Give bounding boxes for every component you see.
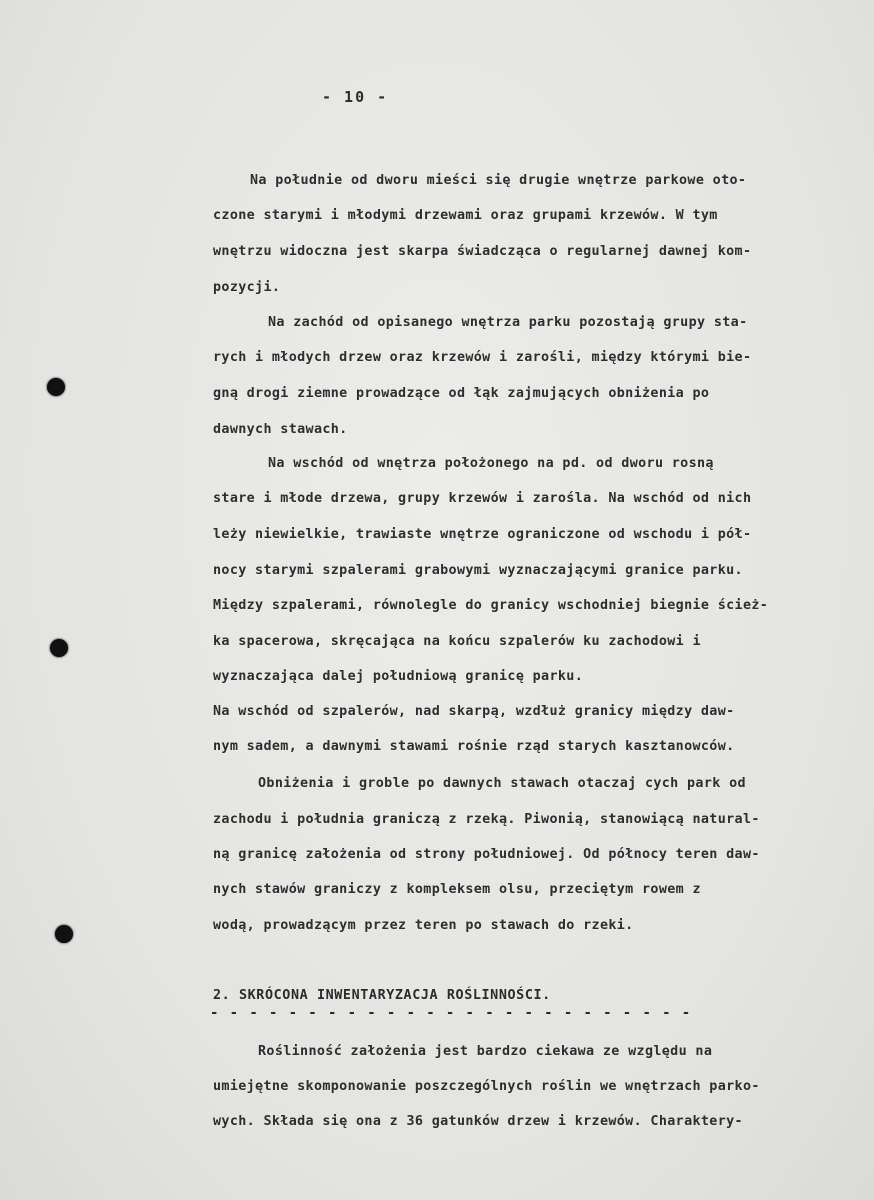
text-line: ną granicę założenia od strony południowej. Od północy teren daw-	[213, 847, 760, 862]
text-line: Na wschód od szpalerów, nad skarpą, wzdłuż granicy między daw-	[213, 704, 735, 719]
text-line: Roślinność założenia jest bardzo ciekawa ze względu na	[258, 1044, 713, 1059]
punch-hole-top	[47, 378, 65, 396]
text-line: pozycji.	[213, 280, 281, 295]
text-line: wnętrzu widoczna jest skarpa świadcząca o regularnej dawnej kom-	[213, 244, 752, 259]
text-line: Na wschód od wnętrza położonego na pd. od dworu rosną	[268, 456, 714, 471]
section-heading: 2. SKRÓCONA INWENTARYZACJA ROŚLINNOŚCI.	[213, 988, 551, 1003]
text-line: nocy starymi szpalerami grabowymi wyznaczającymi granice parku.	[213, 563, 743, 578]
page-number: - 10 -	[322, 88, 389, 106]
text-line: stare i młode drzewa, grupy krzewów i zarośla. Na wschód od nich	[213, 491, 752, 506]
punch-hole-bottom	[55, 925, 73, 943]
text-line: gną drogi ziemne prowadzące od łąk zajmujących obniżenia po	[213, 386, 710, 401]
text-line: wyznaczająca dalej południową granicę parku.	[213, 669, 584, 684]
text-line: zachodu i południa graniczą z rzeką. Piwonią, stanowiącą natural-	[213, 812, 760, 827]
text-line: Obniżenia i groble po dawnych stawach otaczaj cych park od	[258, 776, 746, 791]
text-line: leży niewielkie, trawiaste wnętrze ograniczone od wschodu i pół-	[213, 527, 752, 542]
text-line: wych. Składa się ona z 36 gatunków drzew i krzewów. Charaktery-	[213, 1114, 743, 1129]
text-line: dawnych stawach.	[213, 422, 348, 437]
text-line: rych i młodych drzew oraz krzewów i zarośli, między którymi bie-	[213, 350, 752, 365]
heading-underline: - - - - - - - - - - - - - - - - - - - - - - - - -	[210, 1005, 692, 1021]
punch-hole-middle	[50, 639, 68, 657]
text-line: czone starymi i młodymi drzewami oraz grupami krzewów. W tym	[213, 208, 718, 223]
text-line: nym sadem, a dawnymi stawami rośnie rząd starych kasztanowców.	[213, 739, 735, 754]
text-line: Na południe od dworu mieści się drugie wnętrze parkowe oto-	[250, 173, 747, 188]
text-line: nych stawów graniczy z kompleksem olsu, przeciętym rowem z	[213, 882, 701, 897]
text-line: wodą, prowadzącym przez teren po stawach do rzeki.	[213, 918, 634, 933]
text-line: Na zachód od opisanego wnętrza parku pozostają grupy sta-	[268, 315, 748, 330]
text-line: umiejętne skomponowanie poszczególnych roślin we wnętrzach parko-	[213, 1079, 760, 1094]
text-line: ka spacerowa, skręcająca na końcu szpalerów ku zachodowi i	[213, 634, 701, 649]
text-line: Między szpalerami, równolegle do granicy wschodniej biegnie ścież-	[213, 598, 769, 613]
